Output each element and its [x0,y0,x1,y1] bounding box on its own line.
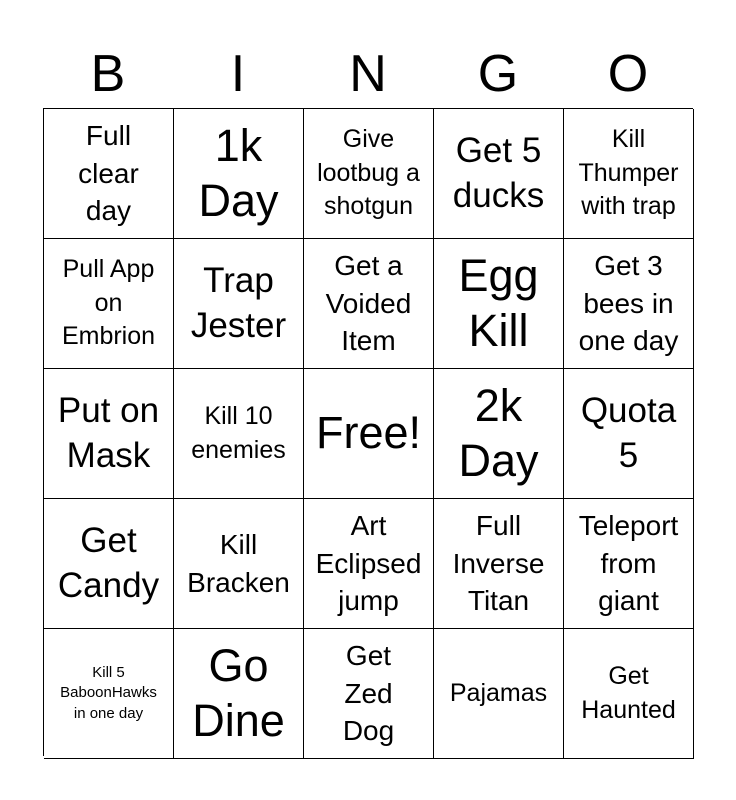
bingo-cell[interactable] [174,369,304,499]
bingo-cell[interactable] [564,629,694,759]
bingo-cell[interactable] [434,239,564,369]
cell-text: Put on Mask [57,390,160,475]
header-letter-b: B [90,45,126,103]
bingo-cell[interactable] [44,369,174,499]
cell-text: Teleport from giant [578,509,679,617]
bingo-board [43,108,693,756]
cell-text: Get a Voided Item [325,249,412,357]
bingo-cell[interactable] [564,239,694,369]
bingo-cell[interactable] [434,109,564,239]
cell-text: Kill Bracken [187,528,290,598]
cell-text: Pajamas [449,678,548,707]
header-letter-n: N [349,45,387,103]
bingo-cell[interactable] [564,109,694,239]
cell-text: Get Candy [57,520,160,605]
bingo-cell[interactable] [44,629,174,759]
cell-text: Kill Thumper with trap [578,124,679,221]
cell-text: 2k Day [458,379,539,486]
cell-text: Get Haunted [581,661,676,724]
cell-text: Get 5 ducks [452,130,545,215]
cell-text: Egg Kill [458,249,539,356]
bingo-cell[interactable] [174,499,304,629]
cell-text: Get 3 bees in one day [578,249,679,357]
cell-text: 1k Day [198,119,279,226]
header-letter-i: I [230,45,246,103]
bingo-cell[interactable] [304,239,434,369]
bingo-cell[interactable] [434,369,564,499]
cell-text: Go Dine [192,639,285,746]
bingo-cell[interactable] [304,109,434,239]
bingo-cell[interactable] [434,499,564,629]
cell-text: Kill 10 enemies [191,401,286,464]
bingo-cell[interactable] [564,499,694,629]
bingo-cell[interactable] [174,629,304,759]
bingo-cell[interactable] [434,629,564,759]
cell-text: Get Zed Dog [342,639,395,747]
bingo-cell[interactable] [304,629,434,759]
bingo-cell[interactable] [174,239,304,369]
bingo-cell[interactable] [44,109,174,239]
header-letter-o: O [607,45,649,103]
bingo-cell[interactable] [44,499,174,629]
cell-text: Pull App on Embrion [61,254,156,351]
cell-text: Quota 5 [580,390,677,475]
cell-text: Give lootbug a shotgun [317,124,420,221]
bingo-cell[interactable] [44,239,174,369]
cell-text: Art Eclipsed jump [315,509,422,617]
bingo-cell[interactable] [174,109,304,239]
cell-text: Full Inverse Titan [452,509,545,617]
bingo-cell[interactable] [304,499,434,629]
bingo-cell-free[interactable] [304,369,434,499]
cell-text: Trap Jester [190,260,287,345]
cell-text: Kill 5 BaboonHawks in one day [60,664,157,722]
bingo-cell[interactable] [564,369,694,499]
cell-text: Full clear day [78,119,139,227]
header-letter-g: G [477,45,519,103]
cell-text: Free! [315,407,422,459]
bingo-header [43,40,693,108]
